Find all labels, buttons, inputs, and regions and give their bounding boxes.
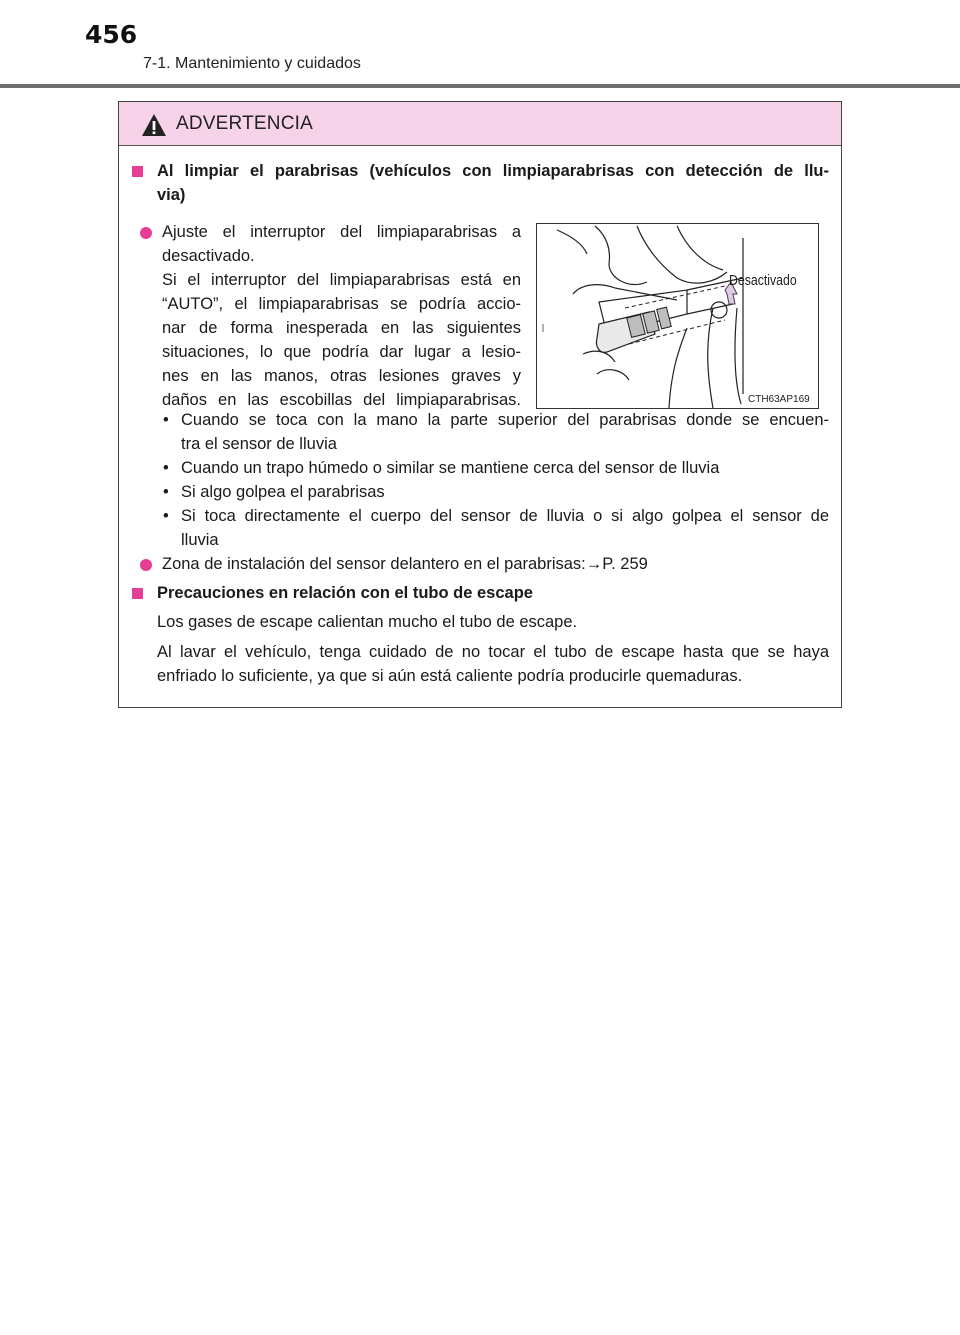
text-line: enfriado lo suficiente, ya que si aún está caliente podría producirle quemaduras. (157, 667, 743, 685)
text-line: Si el interruptor del limpiaparabrisas está en (162, 271, 521, 289)
page-number: 456 (85, 20, 138, 49)
header-rule (0, 84, 960, 88)
bullet-mark: • (163, 507, 169, 525)
paragraph: Los gases de escape calientan mucho el tubo de escape. (157, 613, 578, 631)
round-bullet-icon (140, 227, 152, 239)
text-line: nes en las manos, otras lesiones graves y (162, 367, 521, 385)
figure-code: CTH63AP169 (748, 394, 810, 405)
square-bullet-icon (132, 588, 143, 599)
list-item (181, 456, 829, 480)
section-title: 7-1. Mantenimiento y cuidados (143, 55, 361, 72)
text-line: desactivado. (162, 247, 255, 265)
warning-header (119, 102, 841, 146)
text-line: Si toca directamente el cuerpo del sensor de lluvia o si algo golpea el sensor de (181, 507, 829, 525)
square-bullet-icon (132, 166, 143, 177)
round-bullet-icon (140, 559, 152, 571)
warning-label: ADVERTENCIA (176, 113, 313, 134)
warning-box (118, 101, 842, 708)
text-line: tra el sensor de lluvia (181, 435, 337, 453)
text-line: Ajuste el interruptor del limpiaparabrisas a (162, 223, 521, 241)
text-line: nar de forma inesperada en las siguientes (162, 319, 521, 337)
warning-triangle-icon (141, 113, 167, 137)
text-line: Al lavar el vehículo, tenga cuidado de no tocar el tubo de escape hasta que se haya (157, 643, 829, 661)
text-line: daños en las escobillas del limpiaparabrisas. (162, 391, 521, 409)
wiper-lever-drawing (537, 224, 818, 408)
text-line: Cuando un trapo húmedo o similar se mantiene cerca del sensor de lluvia (181, 459, 720, 477)
list-item (181, 480, 829, 504)
wiper-switch-illustration (536, 223, 819, 409)
list-item (181, 504, 829, 552)
bullet-mark: • (163, 483, 169, 501)
list-item (181, 408, 829, 456)
bullet-mark: • (163, 411, 169, 429)
bullet-mark: • (163, 459, 169, 477)
figure-label: Desactivado (729, 272, 797, 289)
section-heading-wipers (157, 159, 829, 207)
text-line: situaciones, lo que podría dar lugar a lesio- (162, 343, 521, 361)
heading-line: via) (157, 186, 186, 204)
heading-line: Al limpiar el parabrisas (vehículos con limpiaparabrisas con detección de llu- (157, 162, 829, 180)
text-line: “AUTO”, el limpiaparabrisas se podría accio- (162, 295, 521, 313)
text-line: Cuando se toca con la mano la parte superior del parabrisas donde se encuen- (181, 411, 829, 429)
paragraph (157, 640, 829, 688)
text-line: lluvia (181, 531, 219, 549)
item-wiper-switch (162, 220, 521, 412)
item-sensor-zone: Zona de instalación del sensor delantero en el parabrisas:→P. 259 (162, 555, 648, 573)
section-heading-exhaust: Precauciones en relación con el tubo de escape (157, 584, 533, 602)
page-header (0, 0, 960, 90)
text-line: Si algo golpea el parabrisas (181, 483, 385, 501)
